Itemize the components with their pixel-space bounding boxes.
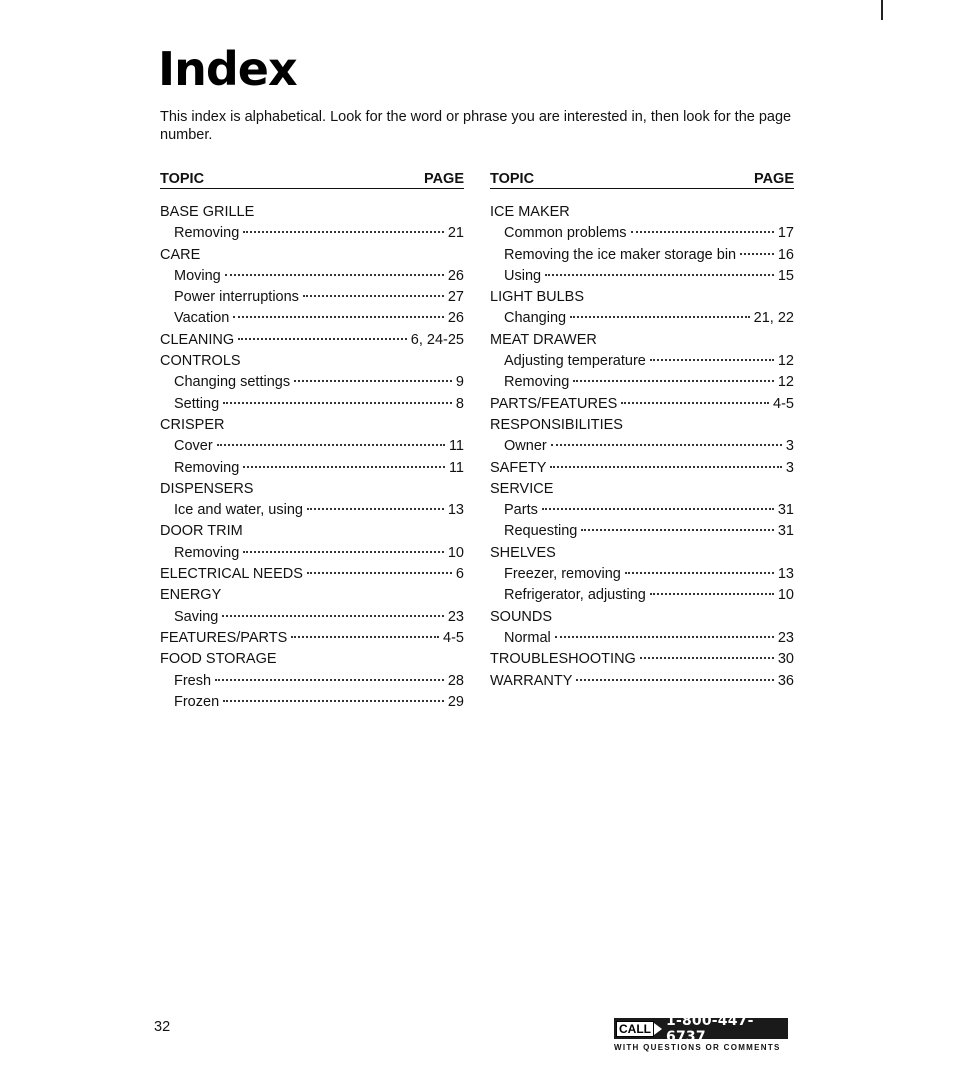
entry-page: 11 [448,459,464,476]
index-subentry [160,394,464,415]
index-entry [490,458,794,479]
entry-label: Changing [504,310,567,327]
entry-page: 28 [447,672,464,689]
index-heading [490,415,794,436]
entry-label: SAFETY [490,459,547,476]
index-heading-label: BASE GRILLE [160,204,255,220]
dot-leader [307,572,452,574]
entry-page: 13 [447,502,464,519]
entry-page: 13 [777,566,794,583]
entry-page: 31 [777,523,794,540]
index-entries-left [160,202,464,713]
dot-leader [215,679,444,681]
index-entry [160,330,464,351]
entry-page: 23 [447,608,464,625]
index-heading [490,287,794,308]
dot-leader [225,274,444,276]
dot-leader [640,657,774,659]
page-title: Index [158,42,297,96]
dot-leader [291,636,439,638]
entry-label: Freezer, removing [504,566,621,583]
dot-leader [570,316,750,318]
dot-leader [555,636,774,638]
index-entry [160,628,464,649]
dot-leader [223,402,452,404]
index-subentry [160,223,464,244]
dot-leader [740,253,774,255]
entry-page: 17 [777,225,794,242]
index-subentry [490,266,794,287]
index-column-left [160,171,464,713]
entry-label: Vacation [174,310,230,327]
entry-label: Owner [504,438,547,455]
entry-label: ELECTRICAL NEEDS [160,566,303,583]
index-subentry [160,543,464,564]
entry-page: 4-5 [773,395,794,412]
dot-leader [303,295,444,297]
entry-label: Removing [174,225,240,242]
index-entry [160,564,464,585]
entry-page: 23 [777,629,794,646]
page-edge-mark [881,0,883,20]
entry-page: 21, 22 [753,310,794,327]
dot-leader [233,316,444,318]
index-subentry [160,500,464,521]
column-header [160,171,464,189]
index-heading-label: SERVICE [490,480,554,497]
dot-leader [294,380,452,382]
index-heading-label: SHELVES [490,544,556,561]
index-subentry [160,607,464,628]
index-column-right [490,171,794,692]
index-heading-label: DOOR TRIM [160,523,243,540]
index-heading-label: SOUNDS [490,608,553,625]
index-entry [490,649,794,670]
index-subentry [490,500,794,521]
dot-leader [650,359,774,361]
index-subentry [490,308,794,329]
index-heading-label: DISPENSERS [160,480,254,497]
page-header: PAGE [753,171,794,187]
dot-leader [576,679,773,681]
entry-label: TROUBLESHOOTING [490,651,636,668]
entry-page: 3 [785,459,794,476]
index-subentry [490,245,794,266]
dot-leader [551,444,782,446]
call-banner [614,1012,788,1045]
index-heading-label: ENERGY [160,587,222,604]
entry-page: 10 [777,587,794,604]
index-heading [160,351,464,372]
index-heading [490,202,794,223]
index-subentry [490,351,794,372]
entry-page: 31 [777,502,794,519]
arrow-right-icon [654,1023,662,1035]
entry-page: 6 [455,566,464,583]
entry-page: 9 [455,374,464,391]
entry-page: 3 [785,438,794,455]
dot-leader [217,444,445,446]
index-heading [490,330,794,351]
index-subentry [160,436,464,457]
entry-label: Requesting [504,523,578,540]
index-heading [490,607,794,628]
entry-label: Removing [504,374,570,391]
dot-leader [243,551,444,553]
entry-label: Frozen [174,693,220,710]
index-subentry [490,372,794,393]
index-heading-label: LIGHT BULBS [490,289,585,306]
index-subentry [160,308,464,329]
index-heading-label: ICE MAKER [490,204,570,220]
index-heading [490,543,794,564]
phone-number: 1-800-447-6737 [666,1012,754,1045]
intro-text: This index is alphabetical. Look for the word or phrase you are interested in, then look for the page number. [160,109,792,143]
entry-page: 21 [447,225,464,242]
entry-label: WARRANTY [490,672,573,689]
entry-label: Removing [174,459,240,476]
entry-label: Fresh [174,672,212,689]
index-subentry [490,564,794,585]
entry-label: Normal [504,629,551,646]
index-heading-label: MEAT DRAWER [490,331,597,348]
index-heading [160,245,464,266]
dot-leader [307,508,444,510]
index-subentry [160,692,464,713]
dot-leader [573,380,774,382]
entry-label: Removing [174,544,240,561]
index-heading-label: CARE [160,246,201,263]
index-entries-right [490,202,794,692]
dot-leader [243,231,444,233]
entry-label: Saving [174,608,219,625]
dot-leader [223,700,444,702]
index-heading [160,202,464,223]
index-entry [490,394,794,415]
entry-label: Moving [174,267,221,284]
index-subentry [490,521,794,542]
page-number: 32 [154,1019,171,1035]
entry-page: 36 [777,672,794,689]
topic-header: TOPIC [160,171,205,187]
dot-leader [550,466,782,468]
entry-page: 8 [455,395,464,412]
index-heading-label: CONTROLS [160,353,241,370]
index-entry [490,671,794,692]
index-heading [160,479,464,500]
index-heading [490,479,794,500]
dot-leader [238,338,407,340]
entry-label: CLEANING [160,331,235,348]
index-heading [160,585,464,606]
index-heading-label: RESPONSIBILITIES [490,416,623,433]
call-label: CALL [616,1021,654,1037]
entry-page: 6, 24-25 [410,331,464,348]
page-header: PAGE [423,171,464,187]
entry-page: 11 [448,438,464,455]
entry-label: FEATURES/PARTS [160,629,288,646]
index-subentry [160,671,464,692]
entry-page: 15 [777,267,794,284]
index-subentry [160,372,464,393]
index-subentry [160,287,464,308]
topic-header: TOPIC [490,171,535,187]
entry-label: Using [504,267,542,284]
entry-page: 29 [447,693,464,710]
entry-page: 26 [447,310,464,327]
entry-label: Refrigerator, adjusting [504,587,646,604]
dot-leader [621,402,769,404]
index-heading [160,649,464,670]
entry-label: PARTS/FEATURES [490,395,618,412]
entry-page: 12 [777,374,794,391]
entry-label: Common problems [504,225,627,242]
dot-leader [542,508,774,510]
entry-page: 4-5 [443,629,464,646]
dot-leader [581,529,774,531]
entry-page: 12 [777,353,794,370]
dot-leader [243,466,445,468]
dot-leader [631,231,774,233]
entry-label: Adjusting temperature [504,353,646,370]
dot-leader [222,615,444,617]
entry-page: 27 [447,289,464,306]
index-heading [160,415,464,436]
dot-leader [545,274,774,276]
index-heading-label: CRISPER [160,416,225,433]
index-subentry [490,585,794,606]
entry-label: Setting [174,395,220,412]
index-subentry [490,628,794,649]
dot-leader [625,572,774,574]
index-subentry [160,266,464,287]
entry-label: Changing settings [174,374,291,391]
index-subentry [160,458,464,479]
entry-label: Removing the ice maker storage bin [504,246,737,263]
entry-page: 16 [777,246,794,263]
entry-page: 30 [777,651,794,668]
index-subentry [490,436,794,457]
dot-leader [650,593,774,595]
entry-page: 10 [447,544,464,561]
entry-label: Cover [174,438,213,455]
index-heading-label: FOOD STORAGE [160,651,277,668]
entry-label: Parts [504,502,538,519]
entry-page: 26 [447,267,464,284]
column-header [490,171,794,189]
entry-label: Power interruptions [174,289,299,306]
call-subtext: WITH QUESTIONS OR COMMENTS [614,1043,781,1052]
entry-label: Ice and water, using [174,502,303,519]
index-subentry [490,223,794,244]
index-heading [160,521,464,542]
